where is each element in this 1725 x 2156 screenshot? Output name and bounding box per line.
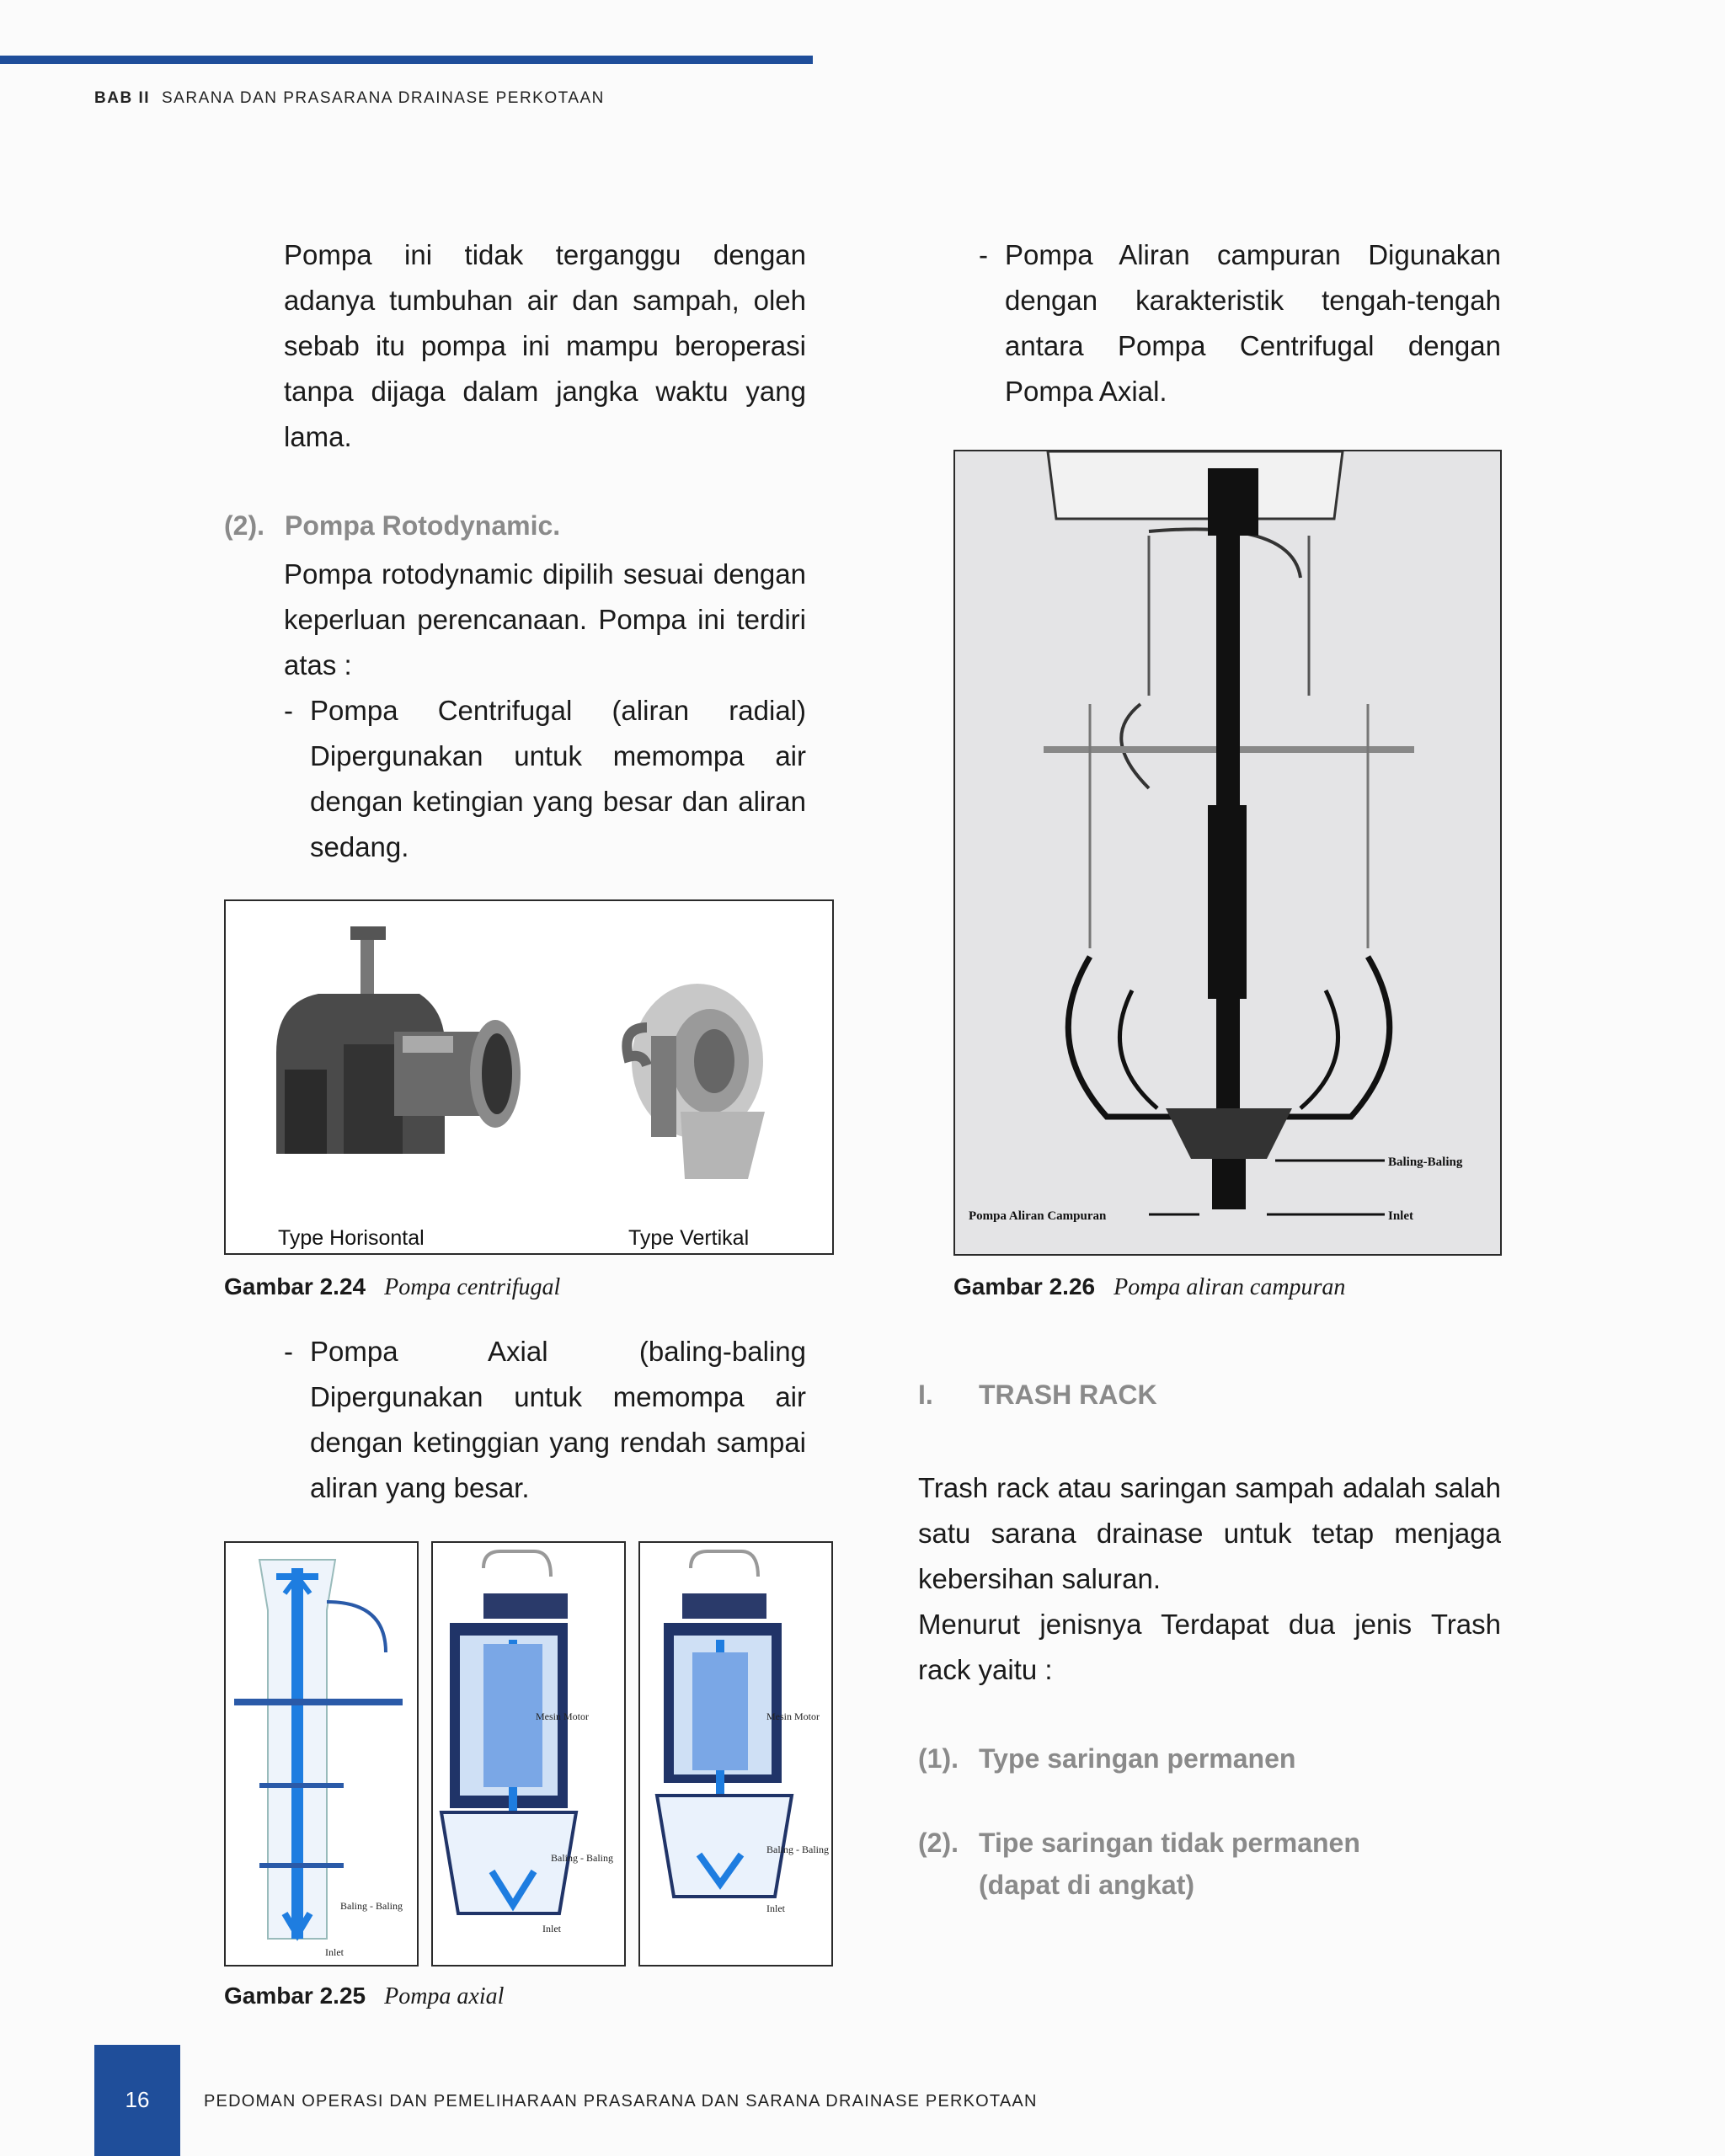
- section-heading-trash-rack: [918, 1380, 1157, 1411]
- fig3-label-inlet: Inlet: [1388, 1209, 1413, 1223]
- label-baling: Baling - Baling: [340, 1900, 403, 1912]
- list-item-removable: [918, 1828, 1360, 1859]
- bullet-centrifugal: Pompa Centrifugal (aliran radial) Dipergunakan untuk memompa air dengan ketingian yang besar dan aliran sedang.: [310, 695, 806, 862]
- fig3-label-baling: Baling-Baling: [1388, 1155, 1463, 1169]
- caption-text: Pompa axial: [384, 1983, 505, 2009]
- label-inlet: Inlet: [325, 1946, 344, 1958]
- figure-mixed-flow-pump: [953, 450, 1502, 1256]
- caption-number: Gambar 2.26: [953, 1273, 1096, 1299]
- chapter-label: BAB II: [94, 89, 150, 107]
- bullet-dash: -: [979, 239, 988, 270]
- list-item-removable-continued: (dapat di angkat): [979, 1870, 1195, 1900]
- section-title: Pompa Rotodynamic.: [285, 510, 561, 541]
- list-text: Type saringan permanen: [979, 1743, 1296, 1774]
- figure-axial-panel-2: [431, 1541, 626, 1967]
- label-inlet: Inlet: [766, 1903, 785, 1914]
- caption-number: Gambar 2.24: [224, 1273, 366, 1299]
- section-heading-rotodynamic: [224, 510, 560, 542]
- bullet-dash: -: [284, 695, 293, 726]
- list-item-permanent: [918, 1743, 1295, 1774]
- caption-text: Pompa aliran campuran: [1114, 1274, 1346, 1300]
- header-accent-bar: [0, 56, 813, 64]
- label-inlet: Inlet: [542, 1923, 561, 1935]
- list-number: (2).: [918, 1828, 959, 1858]
- chapter-title: SARANA DAN PRASARANA DRAINASE PERKOTAAN: [162, 89, 605, 107]
- mixed-flow-pump-illustration: [955, 451, 1500, 1254]
- centrifugal-pump-illustration: [226, 901, 832, 1253]
- rotodynamic-paragraph: Pompa rotodynamic dipilih sesuai dengan keperluan perencanaan. Pompa ini terdiri atas :: [284, 558, 806, 680]
- label-baling: Baling - Baling: [766, 1844, 829, 1855]
- caption-number: Gambar 2.25: [224, 1983, 366, 2009]
- section-letter: I.: [918, 1380, 933, 1410]
- vertical-pump-drawing: [627, 984, 765, 1179]
- figure-caption-2-25: [224, 1983, 504, 2010]
- label-baling: Baling - Baling: [551, 1852, 613, 1864]
- trash-rack-paragraph-2: Menurut jenisnya Terdapat dua jenis Trash rack yaitu :: [918, 1609, 1501, 1685]
- label-mesin: Mesin Motor: [766, 1710, 820, 1722]
- page-number: 16: [125, 2087, 150, 2112]
- list-number: (1).: [918, 1743, 959, 1774]
- list-text: Tipe saringan tidak permanen: [979, 1828, 1360, 1858]
- fig1-label-vertical: Type Vertikal: [628, 1226, 750, 1250]
- figure-caption-2-26: [953, 1273, 1345, 1301]
- figure-centrifugal-pumps: [224, 899, 834, 1255]
- chapter-header: [94, 89, 605, 108]
- section-number: (2).: [224, 510, 264, 541]
- section-title: TRASH RACK: [979, 1380, 1157, 1410]
- fig3-label-pompa: Pompa Aliran Campuran: [969, 1209, 1107, 1223]
- bullet-mixed-flow: Pompa Aliran campuran Digunakan dengan karakteristik tengah-tengah antara Pompa Centrifugal dengan Pompa Axial.: [1005, 239, 1501, 407]
- bullet-axial: Pompa Axial (baling-baling Dipergunakan untuk memompa air dengan ketinggian yang rendah sampai aliran yang besar.: [310, 1336, 806, 1503]
- label-mesin: Mesin Motor: [536, 1710, 589, 1722]
- horizontal-pump-drawing: [276, 926, 521, 1154]
- bullet-dash: -: [284, 1336, 293, 1367]
- intro-paragraph: Pompa ini tidak terganggu dengan adanya tumbuhan air dan sampah, oleh sebab itu pompa ini mampu beroperasi tanpa dijaga dalam jangka waktu yang lama.: [284, 239, 806, 452]
- footer-title: PEDOMAN OPERASI DAN PEMELIHARAAN PRASARANA DAN SARANA DRAINASE PERKOTAAN: [204, 2092, 1038, 2111]
- caption-text: Pompa centrifugal: [384, 1274, 561, 1300]
- figure-axial-panel-1: [224, 1541, 419, 1967]
- figure-axial-panel-3: [638, 1541, 833, 1967]
- fig1-label-horizontal: Type Horisontal: [278, 1226, 425, 1250]
- figure-caption-2-24: [224, 1273, 560, 1301]
- trash-rack-paragraph-1: Trash rack atau saringan sampah adalah salah satu sarana drainase untuk tetap menjaga kebersihan saluran.: [918, 1472, 1501, 1594]
